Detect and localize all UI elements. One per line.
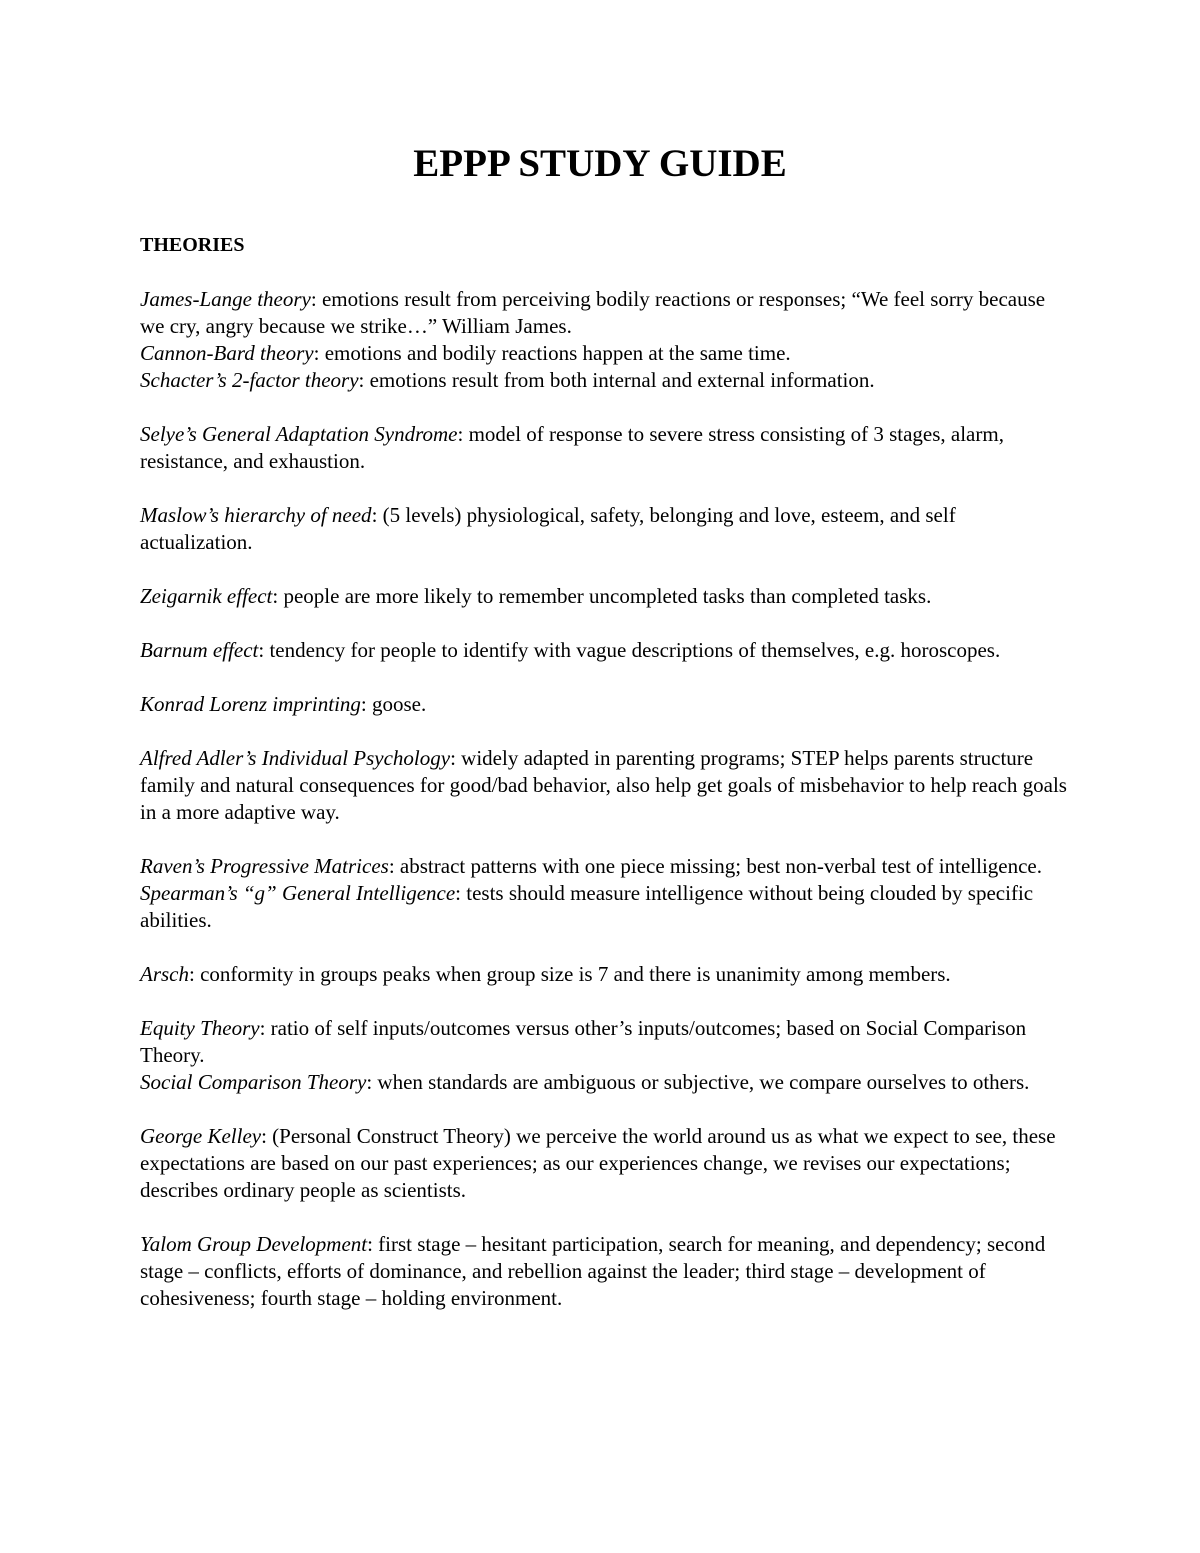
theory-term: Zeigarnik effect (140, 584, 273, 608)
theory-entry (140, 367, 1070, 394)
theory-definition: : (5 levels) physiological, safety, belonging and love, esteem, and self actualization. (140, 503, 956, 554)
theory-definition: : tendency for people to identify with vague descriptions of themselves, e.g. horoscopes. (258, 638, 1001, 662)
theory-entry (140, 286, 1070, 340)
theory-entry (140, 637, 1070, 664)
theory-term: James-Lange theory (140, 287, 311, 311)
theory-term: George Kelley (140, 1124, 262, 1148)
section-heading: THEORIES (140, 234, 245, 256)
theory-group (140, 583, 1070, 610)
theory-entry (140, 745, 1070, 826)
theory-term: Equity Theory (140, 1016, 260, 1040)
theory-definition: : emotions and bodily reactions happen at the same time. (313, 341, 791, 365)
theory-definition: : first stage – hesitant participation, search for meaning, and dependency; second stage – conflicts, efforts of dominance, and rebellion against the leader; third stage – development of cohesiveness; fourth stage – holding environment. (140, 1232, 1046, 1310)
theory-definition: : emotions result from perceiving bodily reactions or responses; “We feel sorry because we cry, angry because we strike…” William James. (140, 287, 1046, 338)
theory-term: Barnum effect (140, 638, 259, 662)
theory-entry (140, 961, 1070, 988)
theory-group (140, 745, 1070, 826)
theory-group (140, 637, 1070, 664)
theory-term: Yalom Group Development (140, 1232, 368, 1256)
theory-term: Raven’s Progressive Matrices (140, 854, 389, 878)
theory-definition: : ratio of self inputs/outcomes versus other’s inputs/outcomes; based on Social Comparison Theory. (140, 1016, 1027, 1067)
theory-term: Schacter’s 2-factor theory (140, 368, 359, 392)
theory-group (140, 1015, 1070, 1096)
theory-entry (140, 502, 1070, 556)
theory-group (140, 853, 1070, 934)
theory-group (140, 961, 1070, 988)
theory-definition: : conformity in groups peaks when group size is 7 and there is unanimity among members. (189, 962, 951, 986)
theory-term: Konrad Lorenz imprinting (140, 692, 361, 716)
theory-entry (140, 1231, 1070, 1312)
theory-term: Cannon-Bard theory (140, 341, 314, 365)
theory-group (140, 691, 1070, 718)
theory-entry (140, 853, 1070, 880)
theory-entry (140, 583, 1070, 610)
theory-group (140, 1123, 1070, 1204)
theory-entry (140, 1123, 1070, 1204)
theory-entry (140, 880, 1070, 934)
theory-entry (140, 691, 1070, 718)
theory-term: Maslow’s hierarchy of need (140, 503, 372, 527)
theory-definition: : model of response to severe stress consisting of 3 stages, alarm, resistance, and exhaustion. (140, 422, 1004, 473)
theory-entry (140, 340, 1070, 367)
theory-term: Selye’s General Adaptation Syndrome (140, 422, 458, 446)
theory-entry (140, 1015, 1070, 1069)
theory-definition: : emotions result from both internal and external information. (358, 368, 875, 392)
theory-group (140, 421, 1070, 475)
theory-entry (140, 1069, 1070, 1096)
theory-definition: : (Personal Construct Theory) we perceive the world around us as what we expect to see, these expectations are based on our past experiences; as our experiences change, we revises our expectations; describes ordinary people as scientists. (140, 1124, 1056, 1202)
theory-group (140, 502, 1070, 556)
theory-term: Social Comparison Theory (140, 1070, 367, 1094)
theory-term: Alfred Adler’s Individual Psychology (140, 746, 451, 770)
theory-list (140, 286, 1070, 1312)
theory-term: Arsch (140, 962, 189, 986)
theory-definition: : abstract patterns with one piece missing; best non-verbal test of intelligence. (388, 854, 1042, 878)
theory-group (140, 286, 1070, 394)
theory-group (140, 1231, 1070, 1312)
theory-definition: : widely adapted in parenting programs; STEP helps parents structure family and natural consequences for good/bad behavior, also help get goals of misbehavior to help reach goals in a more adaptive way. (140, 746, 1067, 824)
theory-term: Spearman’s “g” General Intelligence (140, 881, 456, 905)
theory-definition: : goose. (360, 692, 427, 716)
theory-definition: : tests should measure intelligence without being clouded by specific abilities. (140, 881, 1034, 932)
theory-definition: : when standards are ambiguous or subjective, we compare ourselves to others. (366, 1070, 1030, 1094)
theory-entry (140, 421, 1070, 475)
theory-definition: : people are more likely to remember uncompleted tasks than completed tasks. (272, 584, 932, 608)
document-body (140, 232, 1070, 1339)
document-title: EPPP STUDY GUIDE (413, 142, 787, 185)
